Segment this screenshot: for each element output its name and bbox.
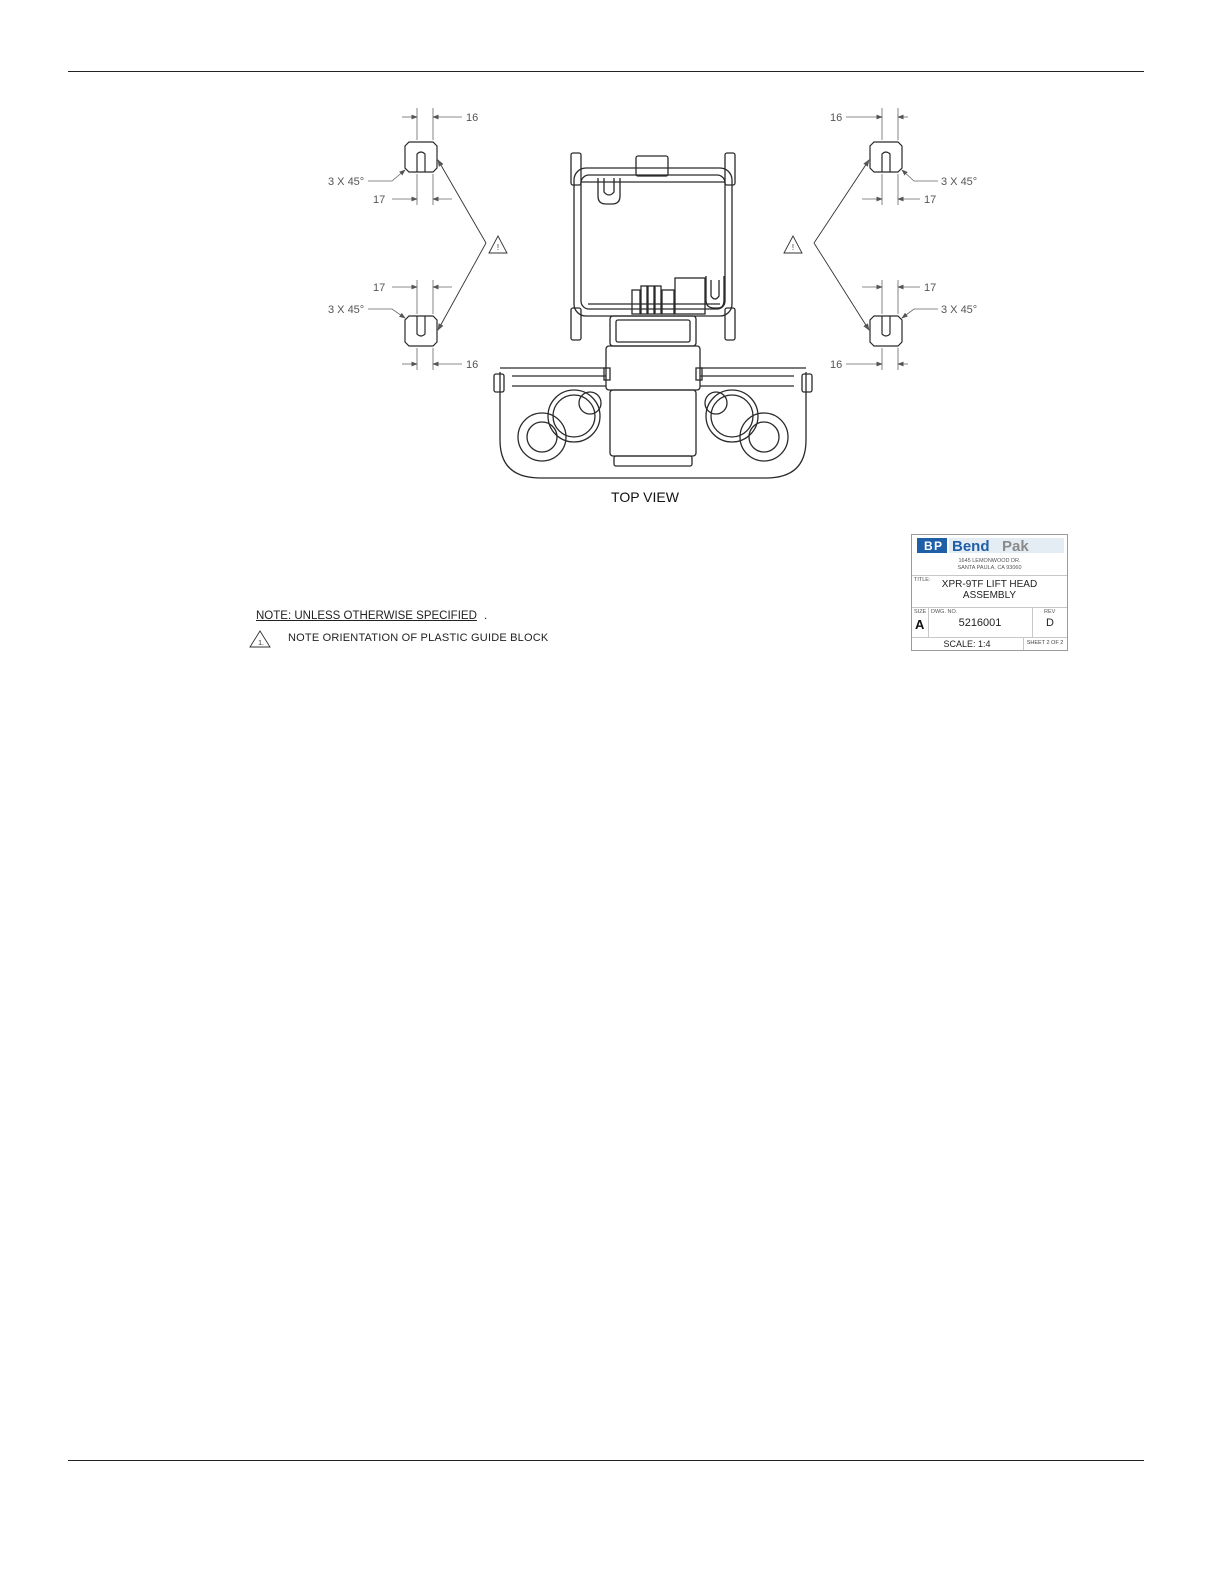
dim-16-top-left: 16 bbox=[466, 112, 479, 124]
chamfer-bottom-right: 3 X 45° bbox=[941, 304, 978, 316]
size-value: A bbox=[915, 617, 925, 632]
drawing-title-line-1: XPR-9TF LIFT HEAD bbox=[941, 579, 1038, 590]
title-caption: TITLE: bbox=[914, 577, 931, 583]
divider bbox=[928, 607, 929, 637]
dim-16-top-right: 16 bbox=[830, 112, 843, 124]
view-label: TOP VIEW bbox=[611, 489, 679, 505]
chamfer-top-left: 3 X 45° bbox=[328, 176, 365, 188]
sheet-text: SHEET 2 OF 2 bbox=[1026, 640, 1064, 646]
dim-17-top-right: 17 bbox=[924, 194, 937, 206]
svg-text:P: P bbox=[934, 539, 943, 553]
bendpak-logo bbox=[916, 537, 1066, 555]
chamfer-top-right: 3 X 45° bbox=[941, 176, 978, 188]
address-line-2: SANTA PAULA, CA 93060 bbox=[957, 565, 1022, 571]
rev-caption: REV bbox=[1044, 609, 1056, 615]
drawing-number: 5216001 bbox=[958, 617, 1002, 629]
dim-16-bottom-right: 16 bbox=[830, 359, 843, 371]
title-block-bottom-row bbox=[912, 637, 1067, 650]
dim-17-bottom-left: 17 bbox=[373, 282, 386, 294]
callout-marker-right: ! bbox=[791, 243, 795, 252]
svg-text:Pak: Pak bbox=[1002, 538, 1029, 555]
detail-guide-block-top-right bbox=[846, 108, 938, 205]
svg-text:Bend: Bend bbox=[952, 538, 990, 555]
notes-heading: NOTE: UNLESS OTHERWISE SPECIFIED bbox=[256, 610, 477, 622]
dim-17-top-left: 17 bbox=[373, 194, 386, 206]
warning-triangle-icon bbox=[248, 630, 274, 648]
title-block-logo-row bbox=[912, 535, 1067, 576]
size-caption: SIZE bbox=[914, 609, 927, 615]
note-item-text: NOTE ORIENTATION OF PLASTIC GUIDE BLOCK bbox=[288, 632, 549, 644]
dim-17-bottom-right: 17 bbox=[924, 282, 937, 294]
note-item-1 bbox=[248, 630, 568, 650]
detail-guide-block-top-left bbox=[368, 108, 462, 205]
callout-leaders-right bbox=[784, 160, 869, 330]
drawing-title-line-2: ASSEMBLY bbox=[962, 590, 1017, 601]
chamfer-bottom-left: 3 X 45° bbox=[328, 304, 365, 316]
title-block-info-row bbox=[912, 607, 1067, 638]
dwg-caption: DWG. NO. bbox=[931, 609, 958, 615]
title-block-title-row bbox=[912, 575, 1067, 608]
bottom-rule bbox=[68, 1460, 1144, 1461]
divider bbox=[1032, 607, 1033, 637]
dim-16-bottom-left: 16 bbox=[466, 359, 479, 371]
callout-marker-left: ! bbox=[496, 243, 500, 252]
title-block bbox=[911, 534, 1068, 651]
top-view-assembly bbox=[494, 153, 812, 478]
address-line-1: 1645 LEMONWOOD DR. bbox=[958, 558, 1021, 564]
note-item-number: 1. bbox=[258, 640, 264, 647]
notes-heading-end: . bbox=[484, 610, 488, 622]
scale-text: SCALE: 1:4 bbox=[943, 639, 991, 649]
svg-text:B: B bbox=[924, 539, 933, 553]
revision-value: D bbox=[1046, 617, 1054, 629]
